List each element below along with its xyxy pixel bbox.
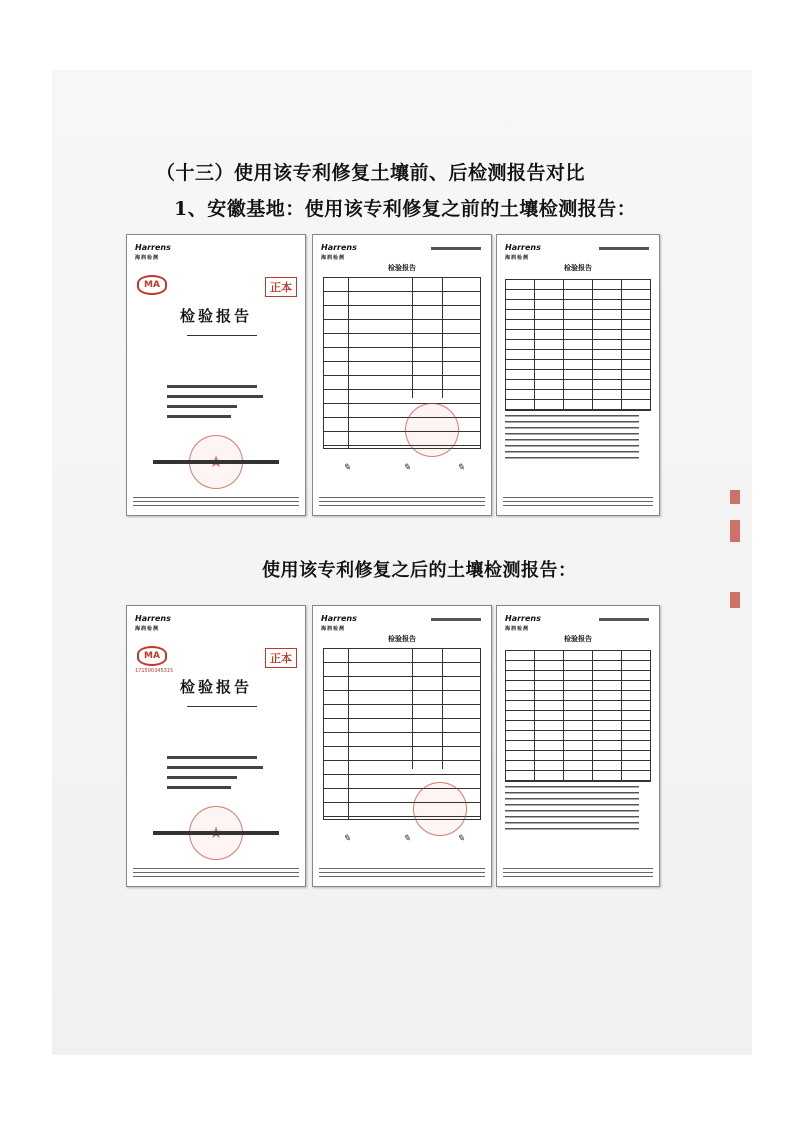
- organization-line: [153, 831, 279, 835]
- results-table: [505, 279, 651, 411]
- signature-row: [325, 834, 479, 846]
- margin-seal-fragment: [730, 490, 740, 504]
- report-form-page: [312, 234, 492, 516]
- brand-subtitle: 海润检测: [135, 255, 160, 261]
- signature: ✎: [343, 834, 351, 844]
- form-title: 检验报告: [388, 634, 416, 643]
- ma-certification-icon: MA: [137, 275, 167, 295]
- page-footer: [319, 497, 485, 507]
- brand-logo: Harrens: [321, 614, 357, 623]
- before-report-row: [126, 234, 656, 516]
- report-number-line: [187, 335, 257, 336]
- inspection-seal: [405, 403, 459, 457]
- info-line: [167, 405, 237, 408]
- signature: ✎: [403, 463, 411, 473]
- organization-line: [153, 460, 279, 464]
- margin-seal-fragment: [730, 592, 740, 608]
- brand-logo: Harrens: [505, 243, 541, 252]
- results-table: [505, 650, 651, 782]
- ma-certification-icon: MA: [137, 646, 167, 666]
- before-report-title: 1、安徽基地：使用该专利修复之前的土壤检测报告：: [174, 198, 637, 220]
- brand-subtitle: 海润检测: [505, 626, 530, 632]
- info-line: [167, 776, 237, 779]
- info-line: [167, 786, 231, 789]
- signature: ✎: [343, 463, 351, 473]
- brand-subtitle: 海润检测: [321, 626, 346, 632]
- notes-block: [505, 786, 639, 834]
- report-number-line: [599, 247, 649, 250]
- brand-logo: Harrens: [135, 614, 171, 623]
- info-line: [167, 395, 263, 398]
- brand-subtitle: 海润检测: [505, 255, 530, 261]
- report-number-line: [187, 706, 257, 707]
- section-title: （十三）使用该专利修复土壤前、后检测报告对比: [156, 162, 586, 184]
- report-number-line: [431, 618, 481, 621]
- report-number-line: [599, 618, 649, 621]
- page-footer: [133, 868, 299, 878]
- page-footer: [503, 497, 653, 507]
- notes-block: [505, 415, 639, 463]
- report-form-page: [312, 605, 492, 887]
- info-line: [167, 415, 231, 418]
- signature: ✎: [457, 834, 465, 844]
- report-results-page: [496, 234, 660, 516]
- brand-logo: Harrens: [135, 243, 171, 252]
- page-footer: [319, 868, 485, 878]
- certificate-number: 171500345315: [135, 668, 174, 674]
- page-footer: [133, 497, 299, 507]
- brand-logo: Harrens: [505, 614, 541, 623]
- brand-logo: Harrens: [321, 243, 357, 252]
- original-copy-stamp: 正本: [265, 648, 297, 668]
- signature: ✎: [457, 463, 465, 473]
- report-cover-page: [126, 605, 306, 887]
- table-title: 检验报告: [564, 634, 592, 643]
- table-title: 检验报告: [564, 263, 592, 272]
- info-line: [167, 385, 257, 388]
- brand-subtitle: 海润检测: [321, 255, 346, 261]
- page-footer: [503, 868, 653, 878]
- inspection-seal: [413, 782, 467, 836]
- cover-title: 检验报告: [179, 678, 252, 696]
- report-results-page: [496, 605, 660, 887]
- report-cover-page: [126, 234, 306, 516]
- after-report-title: 使用该专利修复之后的土壤检测报告：: [262, 560, 577, 581]
- report-number-line: [431, 247, 481, 250]
- form-title: 检验报告: [388, 263, 416, 272]
- signature: ✎: [403, 834, 411, 844]
- original-copy-stamp: 正本: [265, 277, 297, 297]
- signature-row: [325, 463, 479, 475]
- info-line: [167, 756, 257, 759]
- cover-title: 检验报告: [179, 307, 252, 325]
- info-line: [167, 766, 263, 769]
- brand-subtitle: 海润检测: [135, 626, 160, 632]
- after-report-row: [126, 605, 656, 887]
- margin-seal-fragment: [730, 520, 740, 542]
